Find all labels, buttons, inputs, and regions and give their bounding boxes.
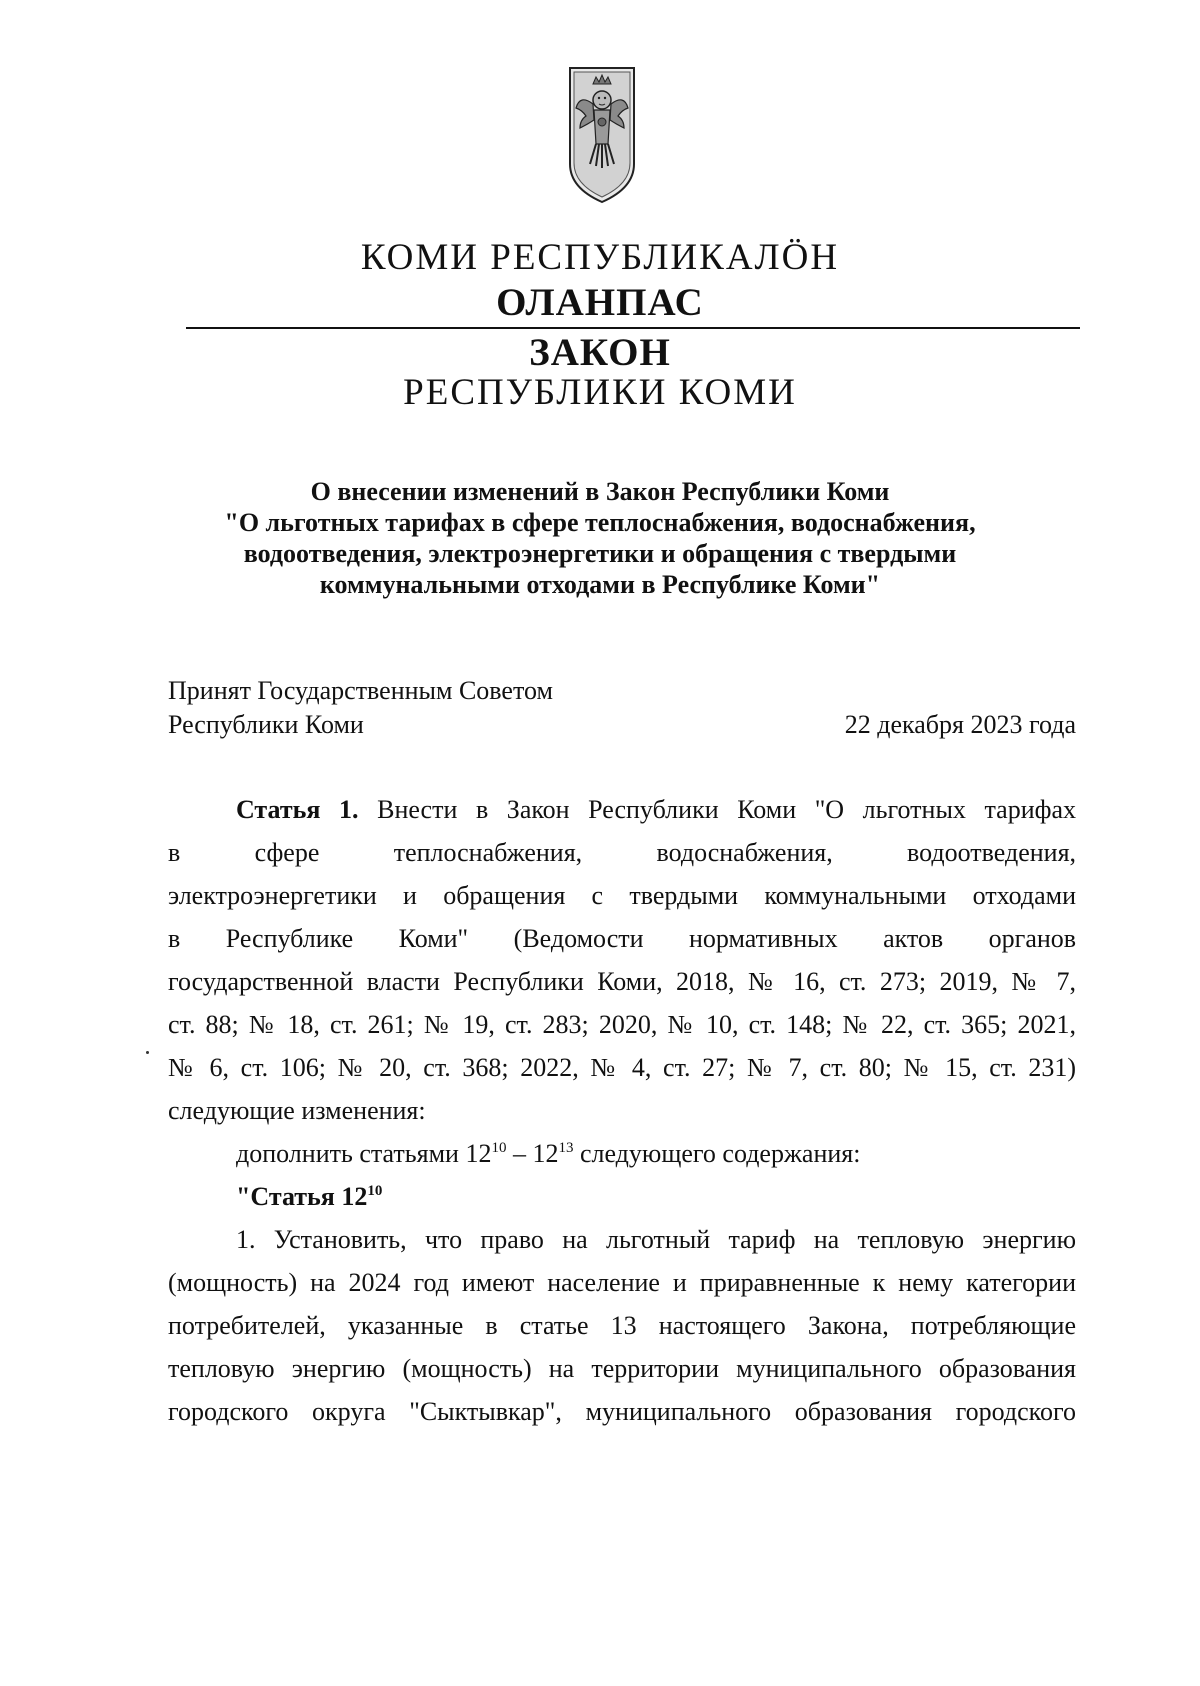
article-1-line-3: электроэнергетики и обращения с твердыми коммунальными отходами — [168, 881, 1076, 910]
law-title — [150, 476, 1050, 600]
article-1-line-6: ст. 88; № 18, ст. 261; № 19, ст. 283; 2020, № 10, ст. 148; № 22, ст. 365; 2021, — [168, 1010, 1076, 1039]
law-title-line: коммунальными отходами в Республике Коми" — [319, 570, 881, 599]
word: нормативных — [688, 924, 838, 953]
article-1-line-1 — [168, 788, 1076, 831]
article-12-10-heading — [168, 1175, 1076, 1218]
word: водоотведения, — [907, 838, 1077, 867]
word: Республике — [225, 924, 354, 953]
paragraph-1-line-5: городского округа "Сыктывкар", муниципального образования городского — [168, 1397, 1076, 1426]
word: актов — [883, 924, 944, 953]
supplement-text: – 12 — [506, 1139, 559, 1168]
header-zakon: ЗАКОН — [529, 331, 671, 374]
word: органов — [988, 924, 1077, 953]
article-1-label: Статья 1. — [236, 795, 359, 824]
article-heading-text: "Статья 12 — [236, 1182, 368, 1211]
paragraph-1-line-1: 1. Установить, что право на льготный тариф на тепловую энергию — [236, 1225, 1076, 1254]
paragraph-1-line-3: потребителей, указанные в статье 13 настоящего Закона, потребляющие — [168, 1311, 1076, 1340]
article-1-line-1-text: Внести в Закон Республики Коми "О льготных тарифах — [358, 795, 1077, 824]
header-republic-line: РЕСПУБЛИКИ КОМИ — [403, 372, 797, 413]
law-title-line: "О льготных тарифах в сфере теплоснабжения, водоснабжения, — [224, 508, 976, 537]
header-komi-line: КОМИ РЕСПУБЛИКАЛӦН — [360, 237, 840, 278]
law-body — [168, 788, 1076, 1433]
word: (Ведомости — [513, 924, 644, 953]
word: теплоснабжения, — [393, 838, 583, 867]
superscript: 10 — [367, 1183, 383, 1199]
supplement-text: дополнить статьями 12 — [236, 1139, 492, 1168]
paragraph-1-line-2: (мощность) на 2024 год имеют население и приравненные к нему категории — [168, 1268, 1076, 1297]
header-olanpas: ОЛАНПАС — [496, 281, 704, 324]
supplement-text: следующего содержания: — [573, 1139, 861, 1168]
paragraph-1-line-4: тепловую энергию (мощность) на территории муниципального образования — [168, 1354, 1076, 1383]
adoption-date: 22 декабря 2023 года — [844, 710, 1076, 739]
article-1-line-7: № 6, ст. 106; № 20, ст. 368; 2022, № 4, ст. 27; № 7, ст. 80; № 15, ст. 231) — [168, 1053, 1076, 1082]
scan-speck — [146, 1051, 149, 1054]
adoption-line-1: Принят Государственным Советом — [168, 676, 553, 705]
word: Коми" — [398, 924, 469, 953]
article-1-line-2 — [168, 831, 1076, 874]
word: сфере — [254, 838, 320, 867]
word: в — [168, 924, 181, 953]
superscript: 10 — [491, 1140, 507, 1156]
header-divider — [186, 327, 1080, 329]
law-title-line: О внесении изменений в Закон Республики Коми — [310, 477, 890, 506]
coat-of-arms-emblem — [566, 64, 638, 206]
law-title-line: водоотведения, электроэнергетики и обращения с твердыми — [243, 539, 957, 568]
word: водоснабжения, — [656, 838, 833, 867]
adoption-statement — [168, 674, 553, 742]
superscript: 13 — [558, 1140, 574, 1156]
word: в — [168, 838, 181, 867]
supplement-line — [168, 1132, 1076, 1175]
adoption-line-2: Республики Коми — [168, 710, 364, 739]
article-1-line-4 — [168, 917, 1076, 960]
article-1-line-8: следующие изменения: — [168, 1096, 426, 1125]
article-1-line-5: государственной власти Республики Коми, 2018, № 16, ст. 273; 2019, № 7, — [168, 967, 1076, 996]
